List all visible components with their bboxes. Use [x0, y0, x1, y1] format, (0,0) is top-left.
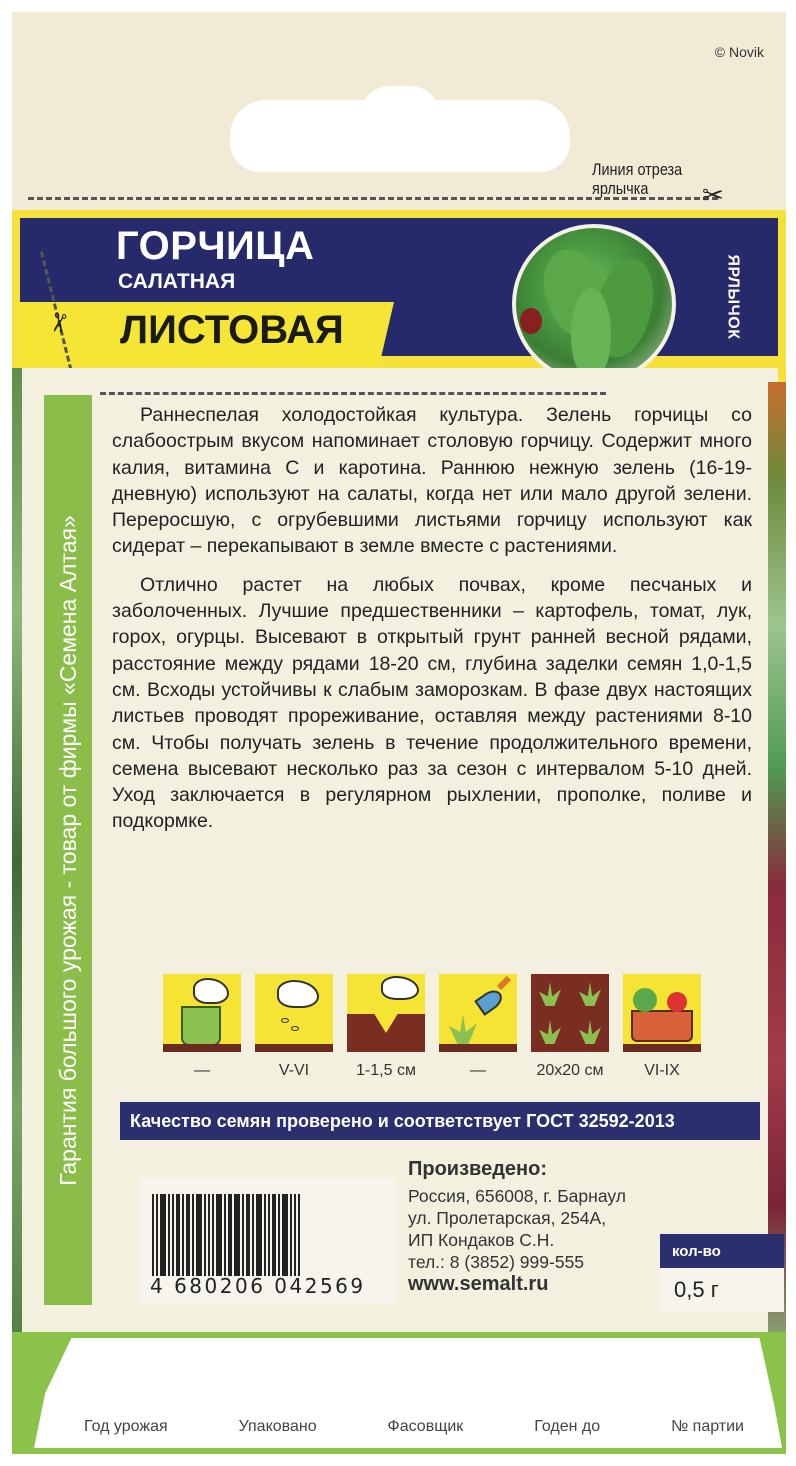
quantity-value: 0,5 г	[660, 1268, 784, 1312]
slogan-strip-text-wrap	[44, 395, 92, 1305]
pictogram	[254, 974, 334, 1080]
cut-line-label	[592, 160, 682, 198]
mustard-greens-photo	[512, 224, 676, 384]
tab-label-text: ЯРЛЫЧОК	[724, 254, 742, 340]
side-photo-strip-right	[768, 382, 786, 1352]
producer-address-line: ИП Кондаков С.Н.	[408, 1230, 555, 1250]
pictogram-caption: 20x20 см	[536, 1062, 604, 1079]
barcode-bars	[152, 1194, 372, 1276]
scissors-icon: ✂	[42, 309, 76, 337]
pictogram	[530, 974, 610, 1080]
producer-address-line: ул. Пролетарская, 254А,	[408, 1208, 607, 1228]
sowing-in-pot-icon	[163, 974, 241, 1052]
transplant-trowel-icon	[439, 974, 517, 1052]
stamp-field-best-before: Годен до	[534, 1418, 601, 1435]
gost-quality-bar: Качество семян проверено и соответствует ГОСТ 32592-2013	[120, 1102, 760, 1140]
barcode	[140, 1178, 396, 1304]
pictogram-caption: 1-1,5 см	[356, 1062, 416, 1079]
description-paragraph: Раннеспелая холодостойкая культура. Зелень горчицы со слабоострым вкусом напоминает столовую горчицу. Содержит много калия, витамина С и каротина. Раннюю нежную зелень (16-19-дневную) используют на салаты, когда нет или мало другой зелени. Переросшую, с огрубевшими листьями горчицу используют как сидерат – перекапывают в земле вместе с растениями.	[112, 404, 752, 558]
hang-tab-area	[12, 12, 786, 212]
barcode-number: 4 680206 042569	[150, 1274, 366, 1298]
pictogram-caption: V-VI	[278, 1062, 310, 1079]
pictogram	[438, 974, 518, 1080]
producer-heading: Произведено:	[408, 1158, 547, 1180]
cut-line-label-line2: ярлычка	[592, 179, 649, 198]
hang-hole	[230, 100, 570, 172]
variety-name: ЛИСТОВАЯ	[120, 308, 344, 352]
stamp-field-packed: Упаковано	[238, 1418, 317, 1435]
seed-packet-back	[12, 12, 786, 1454]
producer-address-line: Россия, 656008, г. Барнаул	[408, 1186, 626, 1206]
pictogram	[622, 974, 702, 1080]
stamp-field-packer: Фасовщик	[387, 1418, 464, 1435]
copyright-text: © Novik	[714, 44, 764, 60]
sowing-open-ground-icon	[255, 974, 333, 1052]
quantity-label: кол-во	[660, 1234, 784, 1268]
cut-line-label-line1: Линия отреза	[592, 160, 683, 179]
description	[112, 402, 752, 847]
leaf-shape	[571, 288, 611, 378]
sowing-depth-icon	[347, 974, 425, 1052]
tab-label	[712, 242, 752, 352]
berry-shape	[520, 308, 542, 334]
pictogram-caption: —	[470, 1062, 486, 1079]
pictogram-caption: —	[194, 1062, 210, 1079]
producer-phone: тел.: 8 (3852) 999-555	[408, 1252, 585, 1272]
producer-website-link[interactable]: www.semalt.ru	[408, 1273, 549, 1295]
cut-line-dashed	[100, 392, 606, 395]
scissors-icon: ✂	[702, 180, 724, 210]
pictogram-row	[162, 974, 702, 1080]
stamp-field-labels	[84, 1418, 744, 1436]
pictogram	[162, 974, 242, 1080]
planting-scheme-icon	[531, 974, 609, 1052]
harvest-basket-icon	[623, 974, 701, 1052]
side-photo-strip-left	[12, 368, 22, 1356]
product-title: ГОРЧИЦА	[116, 224, 315, 268]
stamp-field-harvest-year: Год урожая	[84, 1418, 168, 1435]
cut-line-dashed	[28, 197, 718, 200]
producer-info	[408, 1158, 626, 1296]
slogan-text: Гарантия большого урожая - товар от фирмы «Семена Алтая»	[54, 514, 81, 1186]
pictogram-caption: VI-IX	[644, 1062, 680, 1079]
description-paragraph: Отлично растет на любых почвах, кроме песчаных и заболоченных. Лучшие предшественники – картофель, томат, лук, горох, огурцы. Высевают в открытый грунт ранней весной рядами, расстояние между рядами 18-20 см, глубина заделки семян 1,0-1,5 см. Всходы устойчивы к слабым заморозкам. В фазе двух настоящих листьев проводят прореживание, оставляя между растениями 8-10 см. Чтобы получать зелень в течение продолжительного времени, семена высевают несколько раз за сезон с интервалом 5-10 дней. Уход заключается в регулярном рыхлении, прополке, поливе и подкормке.	[112, 573, 752, 833]
product-subtitle: САЛАТНАЯ	[118, 270, 236, 293]
stamp-field-batch-number: № партии	[671, 1418, 744, 1435]
pictogram	[346, 974, 426, 1080]
